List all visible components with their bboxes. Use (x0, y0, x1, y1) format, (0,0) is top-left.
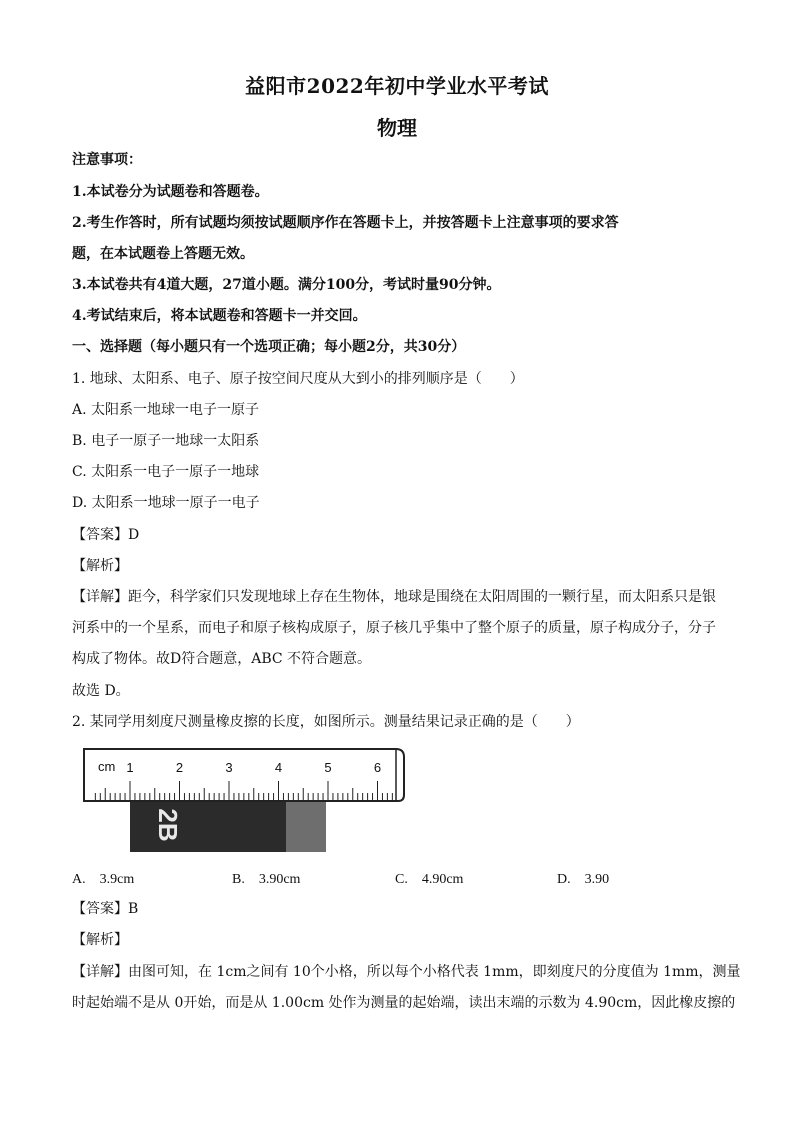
q2-detail-2: 时起始端不是从 0开始，而是从 1.00cm 处作为测量的起始端，读出末端的示数为 4.90cm，因此橡皮擦的 (72, 995, 736, 1011)
q2-option-d: D. 3.90 (557, 872, 610, 887)
q2-detail-1: 【详解】由图可知，在 1cm之间有 10个小格，所以每个小格代表 1mm，即刻度尺的分度值为 1mm，测量 (72, 964, 741, 980)
q1-option-a: A. 太阳系一地球一电子一原子 (72, 402, 260, 418)
ruler-tick-label: 1 (126, 760, 134, 775)
section-heading: 一、选择题（每小题只有一个选项正确；每小题2分，共30分） (72, 339, 466, 355)
exam-title: 益阳市2022年初中学业水平考试 (245, 74, 549, 98)
eraser (130, 800, 326, 852)
ruler-tick-label: 6 (373, 760, 382, 775)
q1-option-d: D. 太阳系一地球一原子一电子 (72, 495, 260, 511)
q1-stem: 1. 地球、太阳系、电子、原子按空间尺度从大到小的排列顺序是（ ） (72, 371, 524, 387)
notice-item-2-cont: 题，在本试题卷上答题无效。 (72, 246, 254, 262)
q1-option-c: C. 太阳系一电子一原子一地球 (72, 464, 260, 480)
notice-item-3: 3.本试卷共有4道大题，27道小题。满分100分，考试时量90分钟。 (72, 277, 501, 293)
eraser-tail (286, 800, 326, 852)
q2-answer: 【答案】B (72, 901, 139, 917)
q1-detail-3: 构成了物体。故D符合题意，ABC 不符合题意。 (72, 651, 372, 667)
notice-heading: 注意事项： (72, 152, 142, 168)
subject-title: 物理 (377, 116, 417, 140)
notice-item-1: 1.本试卷分为试题卷和答题卷。 (72, 184, 269, 200)
q1-detail-1: 【详解】距今，科学家们只发现地球上存在生物体，地球是围绕在太阳周围的一颗行星，而太阳系只是银 (72, 589, 716, 605)
ruler-tick-label: 3 (225, 760, 233, 775)
q1-conclusion: 故选 D。 (72, 683, 130, 699)
q1-option-b: B. 电子一原子一地球一太阳系 (72, 433, 260, 449)
ruler-figure (78, 745, 408, 855)
q1-detail-2: 河系中的一个星系，而电子和原子核构成原子，原子核几乎集中了整个原子的质量，原子构成分子，分子 (72, 620, 716, 636)
q2-option-c: C. 4.90cm (395, 872, 464, 887)
ruler-tick-label: 4 (274, 760, 283, 775)
q2-option-a: A. 3.9cm (72, 872, 135, 887)
eraser-label: 2B (153, 808, 184, 842)
q2-option-b: B. 3.90cm (232, 872, 301, 887)
notice-item-4: 4.考试结束后，将本试题卷和答题卡一并交回。 (72, 308, 367, 324)
ruler-unit: cm (98, 759, 116, 774)
notice-item-2: 2.考生作答时，所有试题均须按试题顺序作在答题卡上，并按答题卡上注意事项的要求答 (72, 215, 619, 231)
q1-answer: 【答案】D (72, 527, 140, 543)
ruler-tick-label: 2 (175, 760, 184, 775)
q2-analysis: 【解析】 (72, 932, 128, 948)
q2-stem: 2. 某同学用刻度尺测量橡皮擦的长度，如图所示。测量结果记录正确的是（ ） (72, 714, 580, 730)
q1-analysis: 【解析】 (72, 558, 128, 574)
ruler-tick-label: 5 (324, 760, 332, 775)
